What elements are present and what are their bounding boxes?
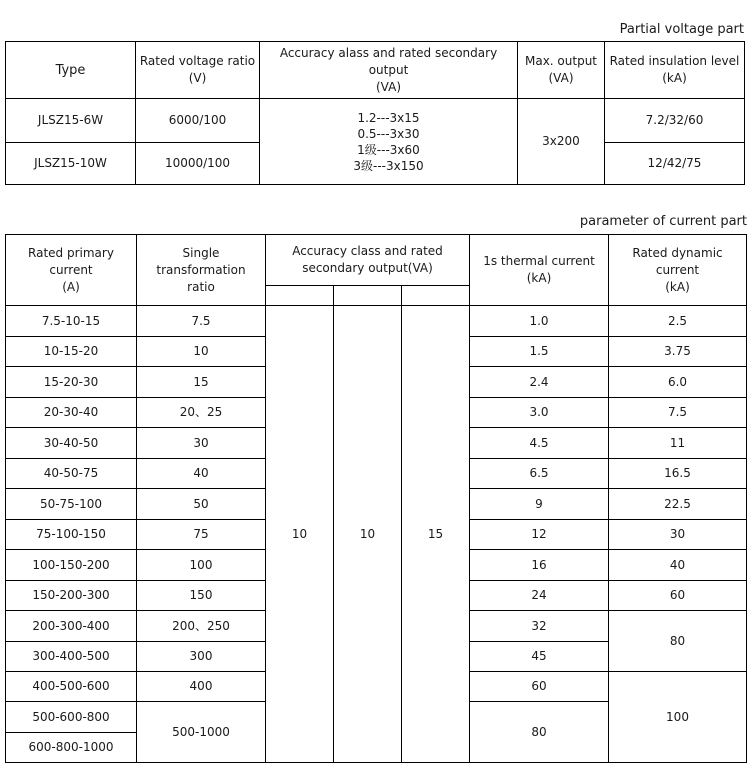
insulation-cell: 12/42/75 (605, 143, 745, 185)
accuracy-line: 1级---3x60 (357, 142, 420, 157)
accuracy-line: 0.5---3x30 (357, 126, 420, 141)
header-text: Max. output (524, 54, 598, 68)
single-ratio-cell: 40 (137, 459, 266, 489)
thermal-current-cell: 6.5 (470, 459, 609, 489)
header-text: Rated voltage ratio (139, 54, 256, 68)
thermal-current-cell: 12 (470, 520, 609, 550)
primary-current-cell: 400-500-600 (6, 672, 137, 702)
header-unit: (kA) (662, 71, 687, 85)
dynamic-current-cell: 80 (609, 611, 747, 672)
single-ratio-cell: 400 (137, 672, 266, 702)
accuracy-cell (260, 99, 518, 185)
header-unit: (kA) (665, 279, 690, 294)
header-text: 1s thermal current (483, 254, 595, 268)
primary-current-cell: 30-40-50 (6, 428, 137, 459)
accuracy-subheader (402, 286, 470, 306)
dynamic-current-cell: 22.5 (609, 489, 747, 520)
single-ratio-cell: 75 (137, 520, 266, 550)
header-unit: (V) (188, 71, 207, 85)
accuracy-value-cell: 10 (266, 306, 334, 763)
current-table (5, 234, 747, 763)
header-accuracy-class (266, 235, 470, 286)
single-ratio-cell: 500-1000 (137, 702, 266, 763)
thermal-current-cell: 9 (470, 489, 609, 520)
voltage-caption: Partial voltage part (619, 22, 744, 37)
single-ratio-cell: 30 (137, 428, 266, 459)
primary-current-cell: 100-150-200 (6, 550, 137, 581)
accuracy-value-cell: 15 (402, 306, 470, 763)
header-text: Rated insulation level (609, 54, 740, 68)
voltage-table (5, 41, 745, 185)
thermal-current-cell: 24 (470, 581, 609, 611)
thermal-current-cell: 4.5 (470, 428, 609, 459)
dynamic-current-cell: 7.5 (609, 398, 747, 428)
accuracy-value-cell: 10 (334, 306, 402, 763)
dynamic-current-cell: 60 (609, 581, 747, 611)
single-ratio-cell: 200、250 (137, 611, 266, 642)
header-text: Accuracy alass and rated secondary output (279, 45, 498, 77)
thermal-current-cell: 60 (470, 672, 609, 702)
header-thermal-current (470, 235, 609, 306)
primary-current-cell: 50-75-100 (6, 489, 137, 520)
single-ratio-cell: 20、25 (137, 398, 266, 428)
primary-current-cell: 7.5-10-15 (6, 306, 137, 337)
header-text: Rated primary current (28, 245, 114, 277)
header-unit: (VA) (548, 71, 574, 85)
primary-current-cell: 40-50-75 (6, 459, 137, 489)
header-text: Single transformation (156, 245, 246, 277)
single-ratio-cell: 15 (137, 367, 266, 398)
header-text: ratio (187, 279, 215, 294)
accuracy-subheader (266, 286, 334, 306)
current-caption: parameter of current part (579, 214, 747, 229)
single-ratio-cell: 150 (137, 581, 266, 611)
dynamic-current-cell: 16.5 (609, 459, 747, 489)
current-header-row (6, 235, 747, 286)
max-output-cell: 3x200 (518, 99, 605, 185)
header-accuracy (260, 42, 518, 99)
primary-current-cell: 20-30-40 (6, 398, 137, 428)
accuracy-line: 3级---3x150 (353, 158, 424, 173)
dynamic-current-cell: 6.0 (609, 367, 747, 398)
accuracy-subheader (334, 286, 402, 306)
single-ratio-cell: 10 (137, 337, 266, 367)
header-unit: (A) (62, 279, 80, 294)
thermal-current-cell: 45 (470, 642, 609, 672)
thermal-current-cell: 1.0 (470, 306, 609, 337)
primary-current-cell: 150-200-300 (6, 581, 137, 611)
ratio-cell: 10000/100 (136, 143, 260, 185)
primary-current-cell: 75-100-150 (6, 520, 137, 550)
dynamic-current-cell: 40 (609, 550, 747, 581)
primary-current-cell: 600-800-1000 (6, 733, 137, 763)
accuracy-line: 1.2---3x15 (357, 110, 420, 125)
type-cell: JLSZ15-6W (6, 99, 136, 143)
header-max-output (518, 42, 605, 99)
header-insulation-level (605, 42, 745, 99)
dynamic-current-cell: 30 (609, 520, 747, 550)
table-row (6, 306, 747, 337)
header-type: Type (6, 42, 136, 99)
dynamic-current-cell: 100 (609, 672, 747, 763)
header-text: Accuracy class and rated (292, 244, 443, 258)
primary-current-cell: 500-600-800 (6, 702, 137, 733)
header-text: secondary output(VA) (302, 261, 433, 275)
thermal-current-cell: 1.5 (470, 337, 609, 367)
dynamic-current-cell: 11 (609, 428, 747, 459)
thermal-current-cell: 80 (470, 702, 609, 763)
primary-current-cell: 15-20-30 (6, 367, 137, 398)
table-row (6, 99, 745, 143)
header-rated-voltage-ratio (136, 42, 260, 99)
primary-current-cell: 10-15-20 (6, 337, 137, 367)
type-cell: JLSZ15-10W (6, 143, 136, 185)
voltage-header-row (6, 42, 745, 99)
header-rated-primary-current (6, 235, 137, 306)
header-single-transformation-ratio (137, 235, 266, 306)
thermal-current-cell: 16 (470, 550, 609, 581)
ratio-cell: 6000/100 (136, 99, 260, 143)
dynamic-current-cell: 2.5 (609, 306, 747, 337)
single-ratio-cell: 100 (137, 550, 266, 581)
header-unit: (kA) (526, 271, 552, 285)
dynamic-current-cell: 3.75 (609, 337, 747, 367)
single-ratio-cell: 50 (137, 489, 266, 520)
header-text: Rated dynamic current (632, 245, 723, 277)
thermal-current-cell: 2.4 (470, 367, 609, 398)
thermal-current-cell: 3.0 (470, 398, 609, 428)
thermal-current-cell: 32 (470, 611, 609, 642)
single-ratio-cell: 300 (137, 642, 266, 672)
primary-current-cell: 200-300-400 (6, 611, 137, 642)
header-dynamic-current (609, 235, 747, 306)
single-ratio-cell: 7.5 (137, 306, 266, 337)
header-unit: (VA) (375, 79, 401, 94)
insulation-cell: 7.2/32/60 (605, 99, 745, 143)
primary-current-cell: 300-400-500 (6, 642, 137, 672)
